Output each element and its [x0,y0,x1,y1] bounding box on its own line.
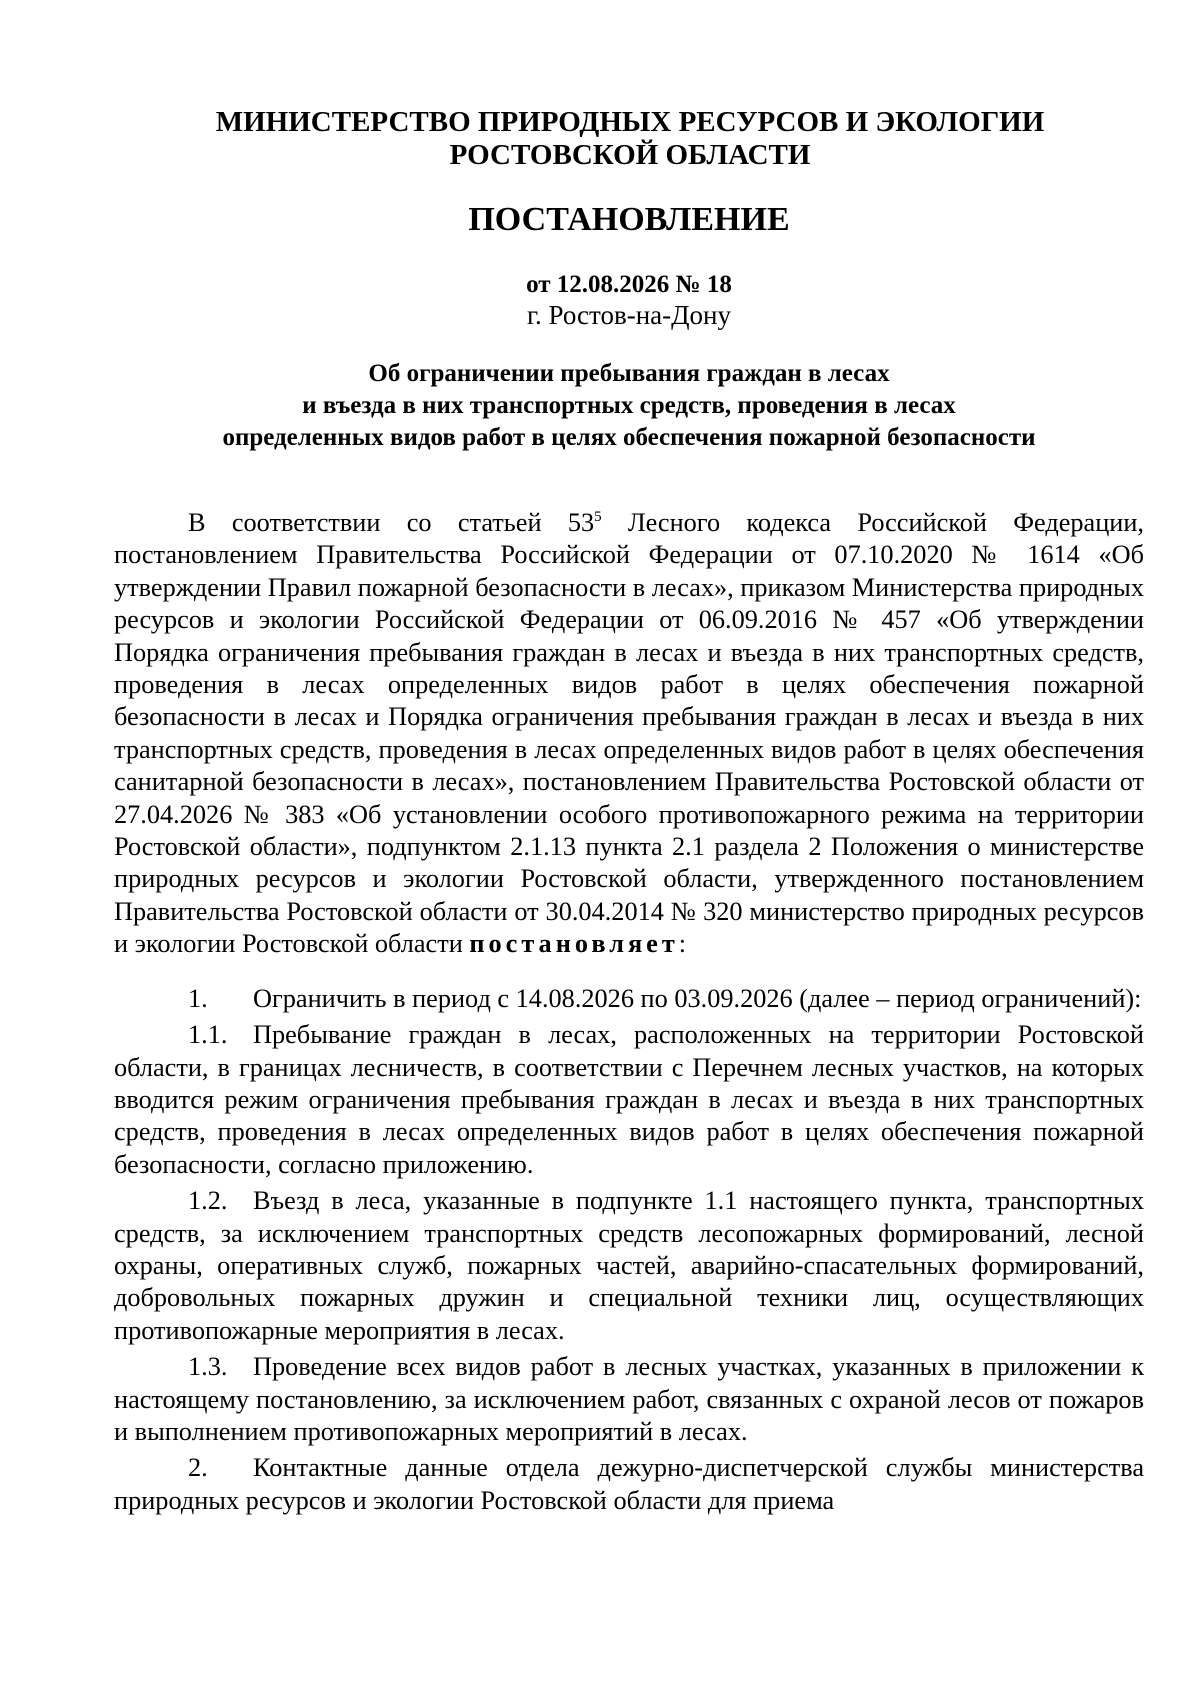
decree-item [114,1185,1144,1347]
article-superscript: 5 [594,509,602,526]
decree-item [114,1019,1144,1181]
item-text: Проведение всех видов работ в лесных участках, указанных в приложении к настоящему постановлению, за исключением работ, связанных с охраной лесов от пожаров и выполнением противопожарных мероприятий в лесах. [114,1352,1144,1446]
preamble-text-rest: Лесного кодекса Российской Федерации, постановлением Правительства Российской Федерации от 07.10.2020 № 1614 «Об утверждении Правил пожарной безопасности в лесах», приказом Министерства природных ресурсов и экологии Российской Федерации от 06.09.2016 № 457 «Об утверждении Порядка ограничения пребывания граждан в лесах и въезда в них транспортных средств, проведения в лесах определенных видов работ в целях обеспечения пожарной безопасности в лесах и Порядка ограничения пребывания граждан в лесах и въезда в них транспортных средств, проведения в лесах определенных видов работ в целях обеспечения санитарной безопасности в лесах», постановлением Правительства Ростовской области от 27.04.2026 № 383 «Об установлении особого противопожарного режима на территории Ростовской области», подпунктом 2.1.13 пункта 2.1 раздела 2 Положения о министерстве природных ресурсов и экологии Ростовской области, утвержденного постановлением Правительства Ростовской области от 30.04.2014 № 320 министерство природных ресурсов и экологии Ростовской области [114,508,1145,959]
preamble-paragraph [114,507,1144,961]
item-number: 1.3. [188,1352,228,1382]
decree-word: постановляет [469,929,679,959]
subject-line-2: и въезда в них транспортных средств, проведения в лесах [302,392,956,419]
document-city: г. Ростов-на-Дону [526,300,731,330]
ministry-name-line-1: МИНИСТЕРСТВО ПРИРОДНЫХ РЕСУРСОВ И ЭКОЛОГИИ [215,106,1045,138]
document-type-title: ПОСТАНОВЛЕНИЕ [468,201,790,238]
decree-colon: : [678,929,687,959]
subject-line-3: определенных видов работ в целях обеспечения пожарной безопасности [222,424,1036,451]
item-text: Пребывание граждан в лесах, расположенных на территории Ростовской области, в границах лесничеств, в соответствии с Перечнем лесных участков, на которых вводится режим ограничения пребывания граждан в лесах и въезда в них транспортных средств, проведения в лесах определенных видов работ в целях обеспечения пожарной безопасности, согласно приложению. [114,1020,1144,1179]
item-number: 1. [188,983,208,1013]
decree-item [114,983,1144,1015]
document-number: от 12.08.2026 № 18 [526,271,732,298]
decree-items [114,983,1144,1518]
decree-item [114,1452,1144,1517]
item-number: 1.2. [188,1186,228,1216]
ministry-name-line-2: РОСТОВСКОЙ ОБЛАСТИ [449,139,811,171]
item-text: Въезд в леса, указанные в подпункте 1.1 настоящего пункта, транспортных средств, за исключением транспортных средств лесопожарных формирований, лесной охраны, оперативных служб, пожарных частей, аварийно-спасательных формирований, добровольных пожарных дружин и специальной техники лиц, осуществляющих противопожарные мероприятия в лесах. [114,1186,1144,1345]
item-number: 1.1. [188,1020,228,1050]
subject-line-1: Об ограничении пребывания граждан в лесах [368,360,890,387]
item-number: 2. [188,1453,208,1483]
preamble-text-start: В соответствии со статьей 53 [188,508,595,537]
item-text: Ограничить в период с 14.08.2026 по 03.09.2026 (далее – период ограничений): [253,983,1142,1013]
decree-item [114,1351,1144,1448]
item-text: Контактные данные отдела дежурно-диспетчерской службы министерства природных ресурсов и экологии Ростовской области для приема [114,1453,1144,1515]
document-body [114,507,1144,1521]
